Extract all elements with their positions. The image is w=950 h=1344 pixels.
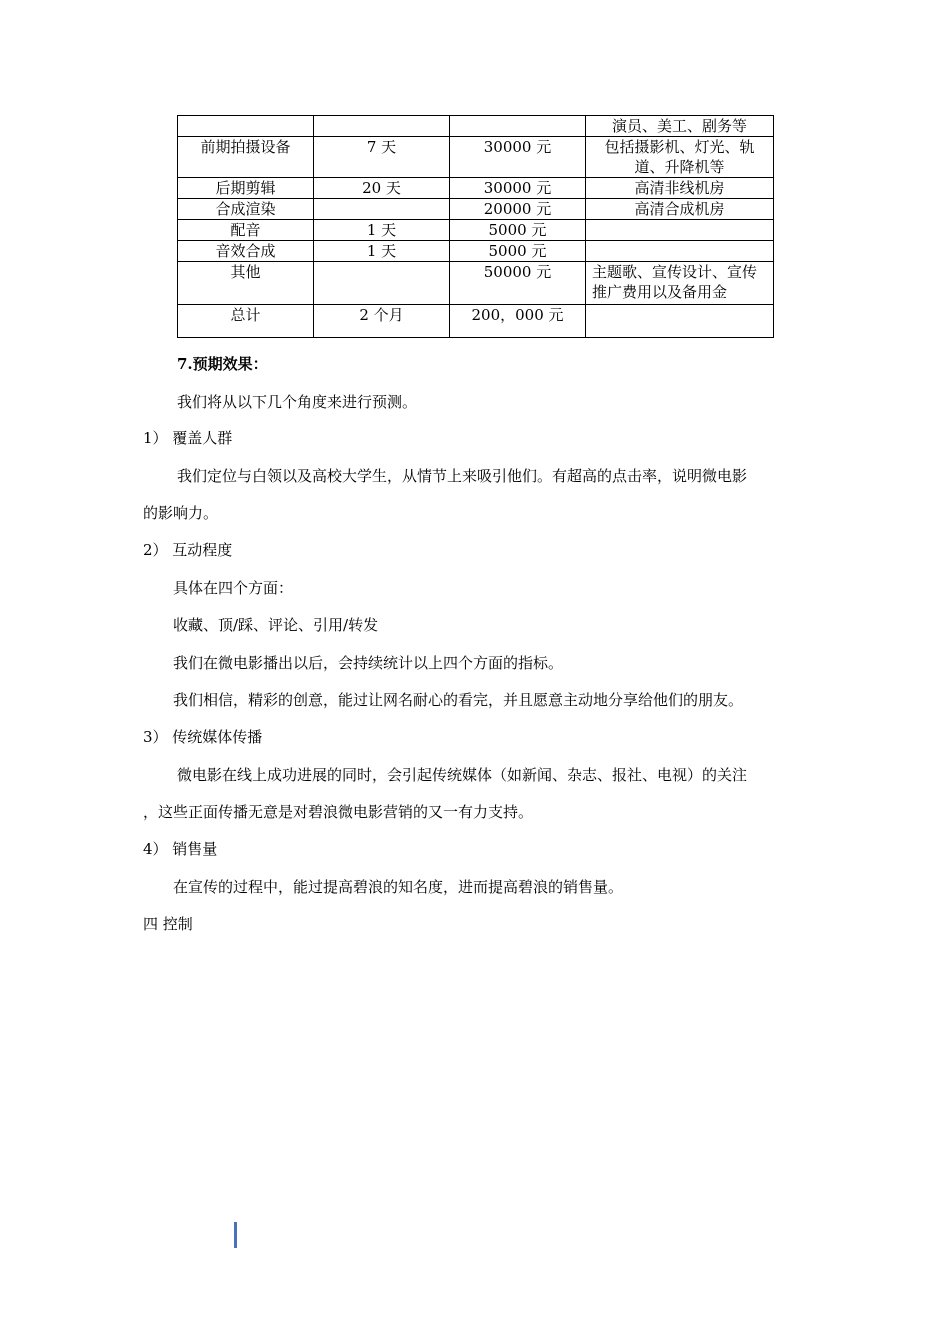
cell-item: 合成渲染 bbox=[178, 199, 314, 220]
cell-item bbox=[178, 116, 314, 137]
cell-note bbox=[586, 305, 774, 338]
cell-cost: 20000 元 bbox=[450, 199, 586, 220]
cell-note: 高清合成机房 bbox=[586, 199, 774, 220]
cell-duration bbox=[314, 116, 450, 137]
cell-duration: 2 个月 bbox=[314, 305, 450, 338]
list-item-title: 2） 互动程度 bbox=[143, 541, 233, 559]
list-item-title: 4） 销售量 bbox=[143, 840, 218, 858]
list-item-title: 1） 覆盖人群 bbox=[143, 429, 233, 447]
cell-item: 前期拍摄设备 bbox=[178, 137, 314, 178]
paragraph: 我们相信，精彩的创意，能过让网名耐心的看完，并且愿意主动地分享给他们的朋友。 bbox=[173, 691, 744, 709]
cell-note bbox=[586, 241, 774, 262]
paragraph: 在宣传的过程中，能过提高碧浪的知名度，进而提高碧浪的销售量。 bbox=[173, 878, 624, 896]
cell-cost bbox=[450, 116, 586, 137]
cell-duration bbox=[314, 199, 450, 220]
table-row bbox=[178, 241, 774, 262]
cell-duration: 7 天 bbox=[314, 137, 450, 178]
cell-note bbox=[586, 220, 774, 241]
table-row bbox=[178, 305, 774, 338]
table-row bbox=[178, 199, 774, 220]
cell-item: 总计 bbox=[178, 305, 314, 338]
paragraph: 具体在四个方面： bbox=[173, 579, 294, 597]
cell-duration bbox=[314, 262, 450, 305]
text-cursor bbox=[234, 1222, 237, 1248]
section-heading: 7.预期效果： bbox=[177, 355, 268, 373]
cell-item: 其他 bbox=[178, 262, 314, 305]
cell-cost: 50000 元 bbox=[450, 262, 586, 305]
paragraph: 我们在微电影播出以后，会持续统计以上四个方面的指标。 bbox=[173, 654, 564, 672]
cell-cost: 30000 元 bbox=[450, 137, 586, 178]
paragraph: 我们定位与白领以及高校大学生，从情节上来吸引他们。有超高的点击率，说明微电影 bbox=[177, 467, 748, 485]
cell-duration: 1 天 bbox=[314, 220, 450, 241]
cell-note: 演员、美工、剧务等 bbox=[586, 116, 774, 137]
cell-cost: 30000 元 bbox=[450, 178, 586, 199]
cell-item: 后期剪辑 bbox=[178, 178, 314, 199]
table-row bbox=[178, 220, 774, 241]
table-row bbox=[178, 262, 774, 305]
paragraph: 的影响力。 bbox=[143, 504, 219, 522]
cell-duration: 1 天 bbox=[314, 241, 450, 262]
paragraph: 收藏、顶/踩、评论、引用/转发 bbox=[173, 616, 379, 634]
table-row bbox=[178, 178, 774, 199]
paragraph: 我们将从以下几个角度来进行预测。 bbox=[177, 393, 418, 411]
table-row bbox=[178, 137, 774, 178]
paragraph: 微电影在线上成功进展的同时，会引起传统媒体（如新闻、杂志、报社、电视）的关注 bbox=[177, 766, 748, 784]
cell-item: 配音 bbox=[178, 220, 314, 241]
cell-cost: 5000 元 bbox=[450, 241, 586, 262]
cell-cost: 200，000 元 bbox=[450, 305, 586, 338]
cell-cost: 5000 元 bbox=[450, 220, 586, 241]
cell-note: 高清非线机房 bbox=[586, 178, 774, 199]
list-item-title: 3） 传统媒体传播 bbox=[143, 728, 263, 746]
paragraph: ，这些正面传播无意是对碧浪微电影营销的又一有力支持。 bbox=[143, 803, 534, 821]
section-heading: 四 控制 bbox=[143, 915, 193, 933]
table-row bbox=[178, 116, 774, 137]
cell-item: 音效合成 bbox=[178, 241, 314, 262]
cell-note: 主题歌、宣传设计、宣传推广费用以及备用金 bbox=[586, 262, 774, 305]
budget-table bbox=[177, 115, 774, 338]
cell-duration: 20 天 bbox=[314, 178, 450, 199]
cell-note: 包括摄影机、灯光、轨道、升降机等 bbox=[586, 137, 774, 178]
